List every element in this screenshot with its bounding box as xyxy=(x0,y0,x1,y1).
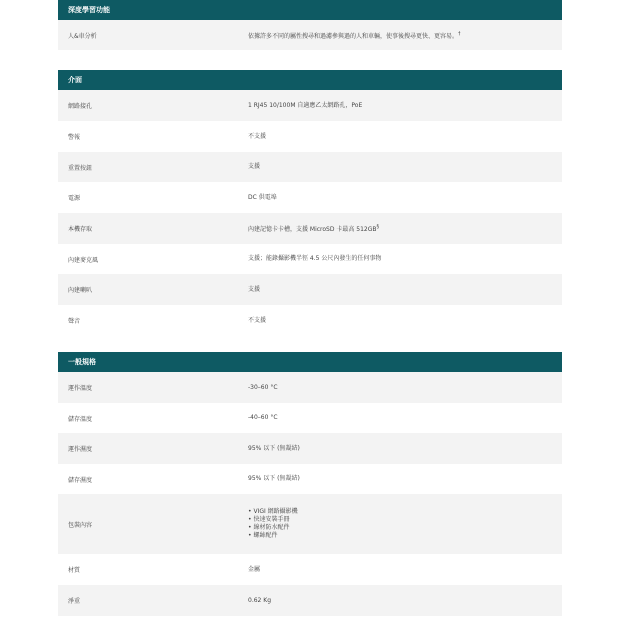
spec-key: 聲音 xyxy=(68,318,81,325)
spec-row xyxy=(58,274,562,305)
spec-value: 不支援 xyxy=(248,316,267,324)
spec-row xyxy=(58,585,562,616)
spec-row xyxy=(58,403,562,433)
spec-value: 內建記憶卡卡槽，支援 MicroSD 卡最高 512GB§ xyxy=(248,224,380,233)
spec-row xyxy=(58,494,562,554)
spec-value: -30–60 °C xyxy=(248,383,278,391)
spec-table xyxy=(58,0,562,616)
spec-key: 儲存溫度 xyxy=(68,415,93,423)
spec-value: 不支援 xyxy=(248,132,267,140)
spec-key: 網路接孔 xyxy=(68,103,93,110)
list-item: • 線材防水配件 xyxy=(248,524,562,532)
spec-key: 內建喇叭 xyxy=(68,287,93,294)
spec-key: 儲存濕度 xyxy=(68,476,93,484)
spec-key: 警報 xyxy=(68,134,81,141)
spec-value: 95% 以下 (無凝結) xyxy=(248,444,300,452)
spec-value: 支援 xyxy=(248,163,261,170)
spec-row xyxy=(58,213,562,244)
spec-key: 運作溫度 xyxy=(68,385,93,392)
spec-key: 人&車分析 xyxy=(68,32,97,40)
spec-value: 支援 xyxy=(248,285,261,293)
spec-key: 淨重 xyxy=(68,598,81,605)
list-item: • 螺絲配件 xyxy=(248,532,562,540)
spec-row xyxy=(58,121,562,152)
spec-row xyxy=(58,433,562,464)
spec-value: 支援；能錄攝影機半徑 4.5 公尺內發生的任何事物 xyxy=(248,255,382,262)
spec-row xyxy=(58,152,562,182)
spec-row xyxy=(58,20,562,50)
spec-row xyxy=(58,464,562,494)
spec-key: 電源 xyxy=(68,195,81,202)
spec-value: 95% 以下 (無凝結) xyxy=(248,475,300,482)
spec-key: 材質 xyxy=(68,567,81,574)
list-item: • 快速安裝手冊 xyxy=(248,516,562,524)
footnote-mark: § xyxy=(376,224,380,230)
list-item: • VIGI 網路攝影機 xyxy=(248,508,562,516)
spec-value: 依據許多不同的屬性搜尋和過濾參與過的人和車輛，使事後搜尋更快、更容易。† xyxy=(248,30,461,40)
spec-value: DC 供電埠 xyxy=(248,193,277,201)
spec-value: 金屬 xyxy=(248,565,261,573)
spec-row xyxy=(58,182,562,213)
spec-row xyxy=(58,305,562,336)
spec-row xyxy=(58,554,562,585)
spec-key: 重置按鈕 xyxy=(68,164,93,172)
spec-key: 內建麥克風 xyxy=(68,256,99,264)
section-header-deep-learning: 深度學習功能 xyxy=(58,0,562,20)
footnote-mark: † xyxy=(458,30,461,37)
spec-key: 運作濕度 xyxy=(68,446,93,453)
spec-key: 本機存取 xyxy=(68,226,93,233)
spec-value: 1 RJ45 10/100M 自適應乙太網路孔，PoE xyxy=(248,101,363,109)
spec-key: 包裝內容 xyxy=(68,521,93,529)
section-header-interface: 介面 xyxy=(58,70,562,90)
spec-value xyxy=(248,508,562,540)
spec-row xyxy=(58,90,562,121)
spec-value: 0.62 Kg xyxy=(248,596,272,604)
spec-row xyxy=(58,244,562,274)
spec-row xyxy=(58,372,562,403)
package-contents-list xyxy=(248,508,562,540)
section-header-general: 一般規格 xyxy=(58,352,562,372)
spec-value: -40–60 °C xyxy=(248,414,278,421)
